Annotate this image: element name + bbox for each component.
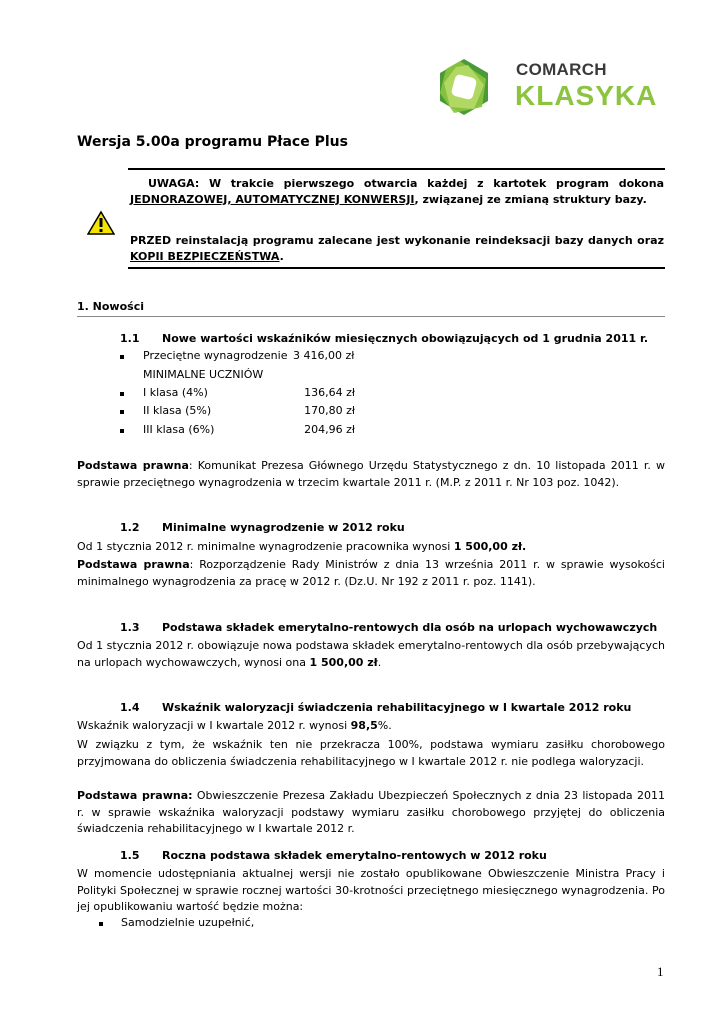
- section-rule: [77, 316, 665, 317]
- indicator-label: I klasa (4%): [143, 386, 208, 399]
- warning-top-rule: [128, 168, 665, 170]
- parental-leave-base-text: Od 1 stycznia 2012 r. obowiązuje nowa podstawa składek emerytalno-rentowych dla osób przebywających na urlopach wychowawczych, wynosi ona 1 500,00 zł.: [77, 639, 665, 669]
- indicator-value: 136,64 zł: [304, 386, 355, 399]
- legal-basis-1-4: Podstawa prawna: Obwieszczenie Prezesa Zakładu Ubezpieczeń Społecznych z dnia 23 listopada 2011 r. w sprawie wskaźnika waloryzacji podstawy wymiaru zasiłku chorobowego przyjętej do obliczenia świadczenia rehabilitacyjnego w I kwartale 2012 r.: [77, 789, 665, 835]
- list-bullet: [120, 392, 124, 396]
- section-heading-nowosci: 1. Nowości: [77, 300, 144, 313]
- indicator-label: II klasa (5%): [143, 404, 212, 417]
- indicator-label: Przeciętne wynagrodzenie: [143, 349, 288, 362]
- page-number: 1: [657, 964, 664, 979]
- indicator-value: 170,80 zł: [304, 404, 355, 417]
- list-bullet: [99, 922, 103, 926]
- legal-basis-1-1: Podstawa prawna: Komunikat Prezesa Głównego Urzędu Statystycznego z dn. 10 listopada 2011 r. w sprawie przeciętnego wynagrodzenia w trzecim kwartale 2011 r. (M.P. z 2011 r. Nr 103 poz. 1042).: [77, 459, 665, 489]
- indexation-rate-text: Wskaźnik waloryzacji w I kwartale 2012 r. wynosi 98,5%.: [77, 719, 392, 732]
- subsection-heading-1-2: 1.2 Minimalne wynagrodzenie w 2012 roku: [120, 521, 405, 534]
- subsection-heading-1-5: 1.5 Roczna podstawa składek emerytalno-rentowych w 2012 roku: [120, 849, 547, 862]
- logo-text-comarch: COMARCH: [516, 60, 607, 79]
- list-bullet: [120, 410, 124, 414]
- logo-text-klasyka: KLASYKA: [515, 80, 658, 111]
- warning-bottom-rule: [128, 267, 665, 269]
- legal-basis-1-2: Podstawa prawna: Rozporządzenie Rady Ministrów z dnia 13 września 2011 r. w sprawie wysokości minimalnego wynagrodzenia za pracę w 2012 r. (Dz.U. Nr 192 z 2011 r. poz. 1141).: [77, 558, 665, 588]
- list-bullet: [120, 355, 124, 359]
- subsection-heading-1-3: 1.3 Podstawa składek emerytalno-rentowych dla osób na urlopach wychowawczych: [120, 621, 658, 634]
- list-bullet: [120, 429, 124, 433]
- minimum-wage-text: Od 1 stycznia 2012 r. minimalne wynagrodzenie pracownika wynosi 1 500,00 zł.: [77, 540, 527, 553]
- warning-paragraph-conversion: UWAGA: W trakcie pierwszego otwarcia każdej z kartotek program dokona JEDNORAZOWEJ, AUTOMATYCZNEJ KONWERSJI, związanej ze zmianą struktury bazy.: [130, 177, 664, 206]
- warning-paragraph-backup: PRZED reinstalacją programu zalecane jest wykonanie reindeksacji bazy danych oraz KOPII BEZPIECZEŃSTWA.: [130, 234, 664, 263]
- subsection-heading-1-4: 1.4 Wskaźnik waloryzacji świadczenia rehabilitacyjnego w I kwartale 2012 roku: [120, 701, 632, 714]
- document-title: Wersja 5.00a programu Płace Plus: [77, 134, 348, 150]
- indicator-label: MINIMALNE UCZNIÓW: [143, 368, 264, 381]
- indicator-label: III klasa (6%): [143, 423, 215, 436]
- subsection-heading-1-1: 1.1 Nowe wartości wskaźników miesięcznych obowiązujących od 1 grudnia 2011 r.: [120, 332, 649, 345]
- warning-icon: [87, 210, 115, 236]
- indicator-value: 3 416,00 zł: [293, 349, 355, 362]
- annual-base-text: W momencie udostępniania aktualnej wersji nie zostało opublikowane Obwieszczenie Ministra Pracy i Polityki Społecznej w sprawie rocznej wartości 30-krotności przeciętnego miesięcznego wynagrodzenia. Po jej opublikowaniu wartość będzie można:: [77, 867, 665, 913]
- indicator-value: 204,96 zł: [304, 423, 355, 436]
- indexation-explanation: W związku z tym, że wskaźnik ten nie przekracza 100%, podstawa wymiaru zasiłku chorobowego przyjmowana do obliczenia świadczenia rehabilitacyjnego w I kwartale 2012 r. nie podlega waloryzacji.: [77, 738, 665, 768]
- list-item: Samodzielnie uzupełnić,: [121, 916, 255, 929]
